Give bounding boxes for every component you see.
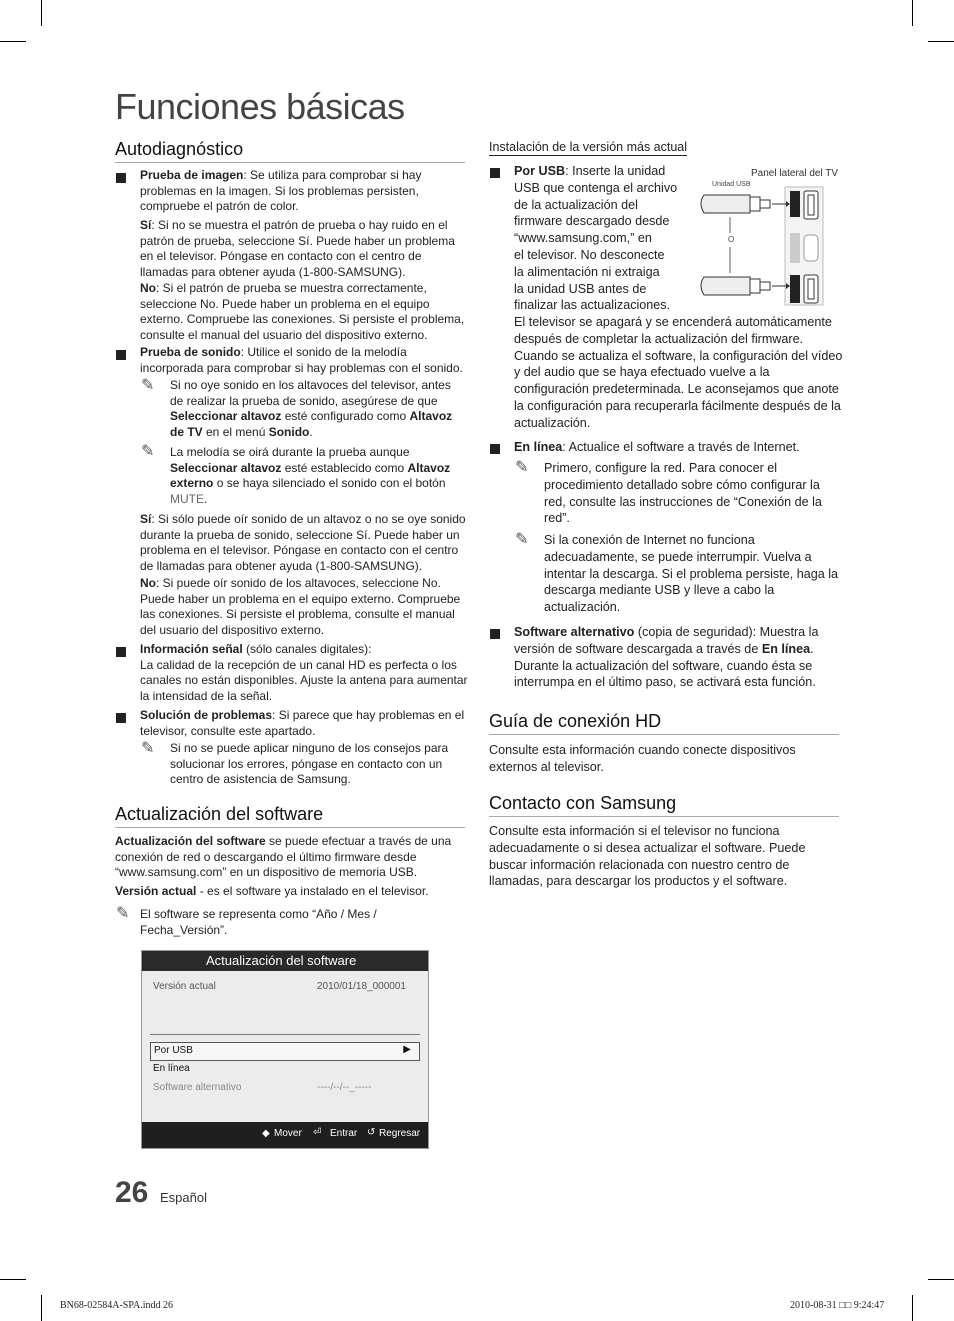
page-number: 26 — [115, 1176, 149, 1209]
term-label: Solución de problemas — [140, 708, 273, 722]
line: “www.samsung.com,” en — [514, 231, 652, 246]
note-bold: Altavoz externo — [170, 460, 451, 490]
line: finalizar las actualizaciones. — [514, 298, 671, 313]
note-text: La melodía se oirá durante la prueba aunque — [170, 445, 410, 459]
note-bold: Seleccionar altavoz — [170, 409, 282, 423]
note-bold: Seleccionar altavoz — [170, 460, 282, 475]
prueba-sonido-text — [140, 345, 466, 376]
option-desc: : Si no se muestra el patrón de prueba o hay ruido en el patrón de prueba, seleccione Sí. Puede haber un problema en el televisor. Póngase en contacto con el centro de llamadas para obtener ayuda (1-800-SAMSUNG). — [140, 218, 455, 279]
solucion-text — [140, 708, 466, 739]
note-text: o se haya silenciado el sonido con el botón — [213, 476, 446, 490]
enter-icon: ⏎ — [313, 1127, 322, 1138]
footer-language: Español — [160, 1190, 207, 1205]
note-pencil-icon: ✎ — [141, 375, 155, 394]
updown-arrow-icon: ◆ — [262, 1128, 270, 1139]
note-text: en el menú — [202, 424, 269, 439]
osd-item-label: Por USB — [154, 1045, 193, 1056]
osd-divider — [150, 1034, 420, 1035]
section-heading-guia — [489, 711, 839, 735]
nav-return: Regresar — [379, 1128, 421, 1139]
en-linea-text — [514, 439, 844, 456]
usb-connection-diagram — [690, 165, 845, 310]
nav-move: Mover — [274, 1128, 302, 1139]
contacto-text: Consulte esta información si el televisor no funciona adecuadamente o si desea actualizar el software. Puede buscar información relacionada con nuestro centro de llamadas, para descargar los productos y el software. — [489, 824, 806, 889]
crop-mark — [928, 1279, 954, 1280]
osd-item-en-linea[interactable]: En línea — [153, 1063, 190, 1074]
crop-mark — [41, 0, 42, 26]
crop-mark — [41, 1295, 42, 1321]
crop-mark — [912, 0, 913, 26]
osd-title-bar — [142, 951, 428, 971]
bullet-icon — [490, 629, 500, 639]
note-bold: Altavoz de TV — [170, 409, 453, 439]
option-label: No — [140, 281, 156, 295]
term-desc: : Utilice el sonido de la melodía incorporada para comprobar si hay problemas con el sonido. — [140, 345, 463, 375]
bullet-icon — [116, 647, 126, 657]
note-pencil-icon: ✎ — [515, 529, 529, 548]
note-bold: Sonido — [268, 424, 310, 439]
return-icon: ↺ — [367, 1127, 376, 1138]
osd-nav-bar — [142, 1122, 428, 1148]
option-label: Sí — [140, 512, 152, 526]
software-alternativo-text — [514, 624, 844, 691]
crop-mark — [0, 1279, 26, 1280]
term-label: Software alternativo — [514, 625, 635, 639]
en-linea-note2: Si la conexión de Internet no funciona adecuadamente, se puede interrumpir. Vuelva a intentar la descarga. Si el problema persiste, haga la descarga mediante USB y lleve a cabo la actualización. — [544, 533, 839, 615]
prueba-sonido-no — [140, 576, 466, 638]
actualizacion-p2 — [115, 884, 467, 900]
line: el televisor. No desconecte — [514, 247, 665, 262]
page-title: Funciones básicas — [115, 86, 405, 127]
line: de la actualización del — [514, 197, 638, 212]
osd-item3-value: ----/--/--_----- — [317, 1082, 372, 1093]
osd-version-label: Versión actual — [153, 981, 216, 992]
prueba-imagen-no — [140, 281, 466, 343]
osd-title: Actualización del software — [206, 953, 357, 968]
term-label: Prueba de imagen — [140, 168, 244, 182]
usb-drawing — [690, 165, 845, 310]
bullet-icon — [116, 713, 126, 723]
bullet-icon — [116, 350, 126, 360]
section-heading-contacto — [489, 793, 839, 817]
term-label: Información señal — [140, 642, 243, 656]
info-senal-text — [140, 642, 470, 704]
prueba-sonido-note1 — [170, 378, 466, 440]
arrow-right-icon: ▶ — [403, 1044, 411, 1055]
panel-lateral-label: Panel lateral del TV — [751, 168, 839, 179]
crop-mark — [912, 1295, 913, 1321]
note-button-name: MUTE — [170, 491, 204, 506]
term-desc: : Actualice el software a través de Internet. — [562, 440, 800, 454]
term-label: En línea — [514, 440, 563, 454]
note-text: Si no oye sonido en los altavoces del televisor, antes de realizar la prueba de sonido, asegúrese de que — [170, 378, 451, 408]
option-desc: : Si el patrón de prueba se muestra correctamente, seleccione No. Puede haber un problema en el equipo externo. Compruebe las conexiones. Si persiste el problema, consulte el manual del usuario del dispositivo externo. — [140, 281, 465, 342]
line: la unidad USB antes de — [514, 281, 647, 296]
heading-text: Contacto con Samsung — [489, 793, 677, 813]
por-usb-more: El televisor se apagará y se encenderá automáticamente después de completar la actualización del firmware. Cuando se actualiza el software, la configuración del vídeo y del audio que se haya efectuado vuelve a la configuración predeterminada. Le aconsejamos que anote la configuración para recuperarla fácilmente después de la actualización. — [514, 315, 843, 430]
option-desc: : Si sólo puede oír sonido de un altavoz o no se oye sonido durante la prueba de sonido, seleccione Sí. Puede haber un problema en el televisor. Póngase en contacto con el centro de llamadas para obtener ayuda (1-800-SAMSUNG). — [140, 512, 466, 573]
term-label: Prueba de sonido — [140, 345, 241, 359]
guia-text: Consulte esta información cuando conecte dispositivos externos al televisor. — [489, 743, 796, 774]
por-usb-text — [514, 163, 689, 314]
osd-item-por-usb[interactable] — [150, 1042, 420, 1061]
bullet-icon — [116, 173, 126, 183]
term-label: Por USB — [514, 164, 566, 178]
crop-mark — [928, 41, 954, 42]
actualizacion-note: El software se representa como “Año / Mes / Fecha_Versión”. — [140, 907, 377, 937]
prueba-imagen-text — [140, 168, 466, 215]
en-linea-note1: Primero, configure la red. Para conocer el procedimiento detallado sobre cómo configurar la red, consulte las instrucciones de “Conexión de la red”. — [544, 461, 822, 526]
section-heading-autodiagnostico — [115, 139, 465, 163]
term-desc: (copia de seguridad): Muestra la versión de software descargada a través de — [514, 625, 819, 656]
install-title: Instalación de la versión más actual — [489, 140, 688, 154]
heading-text: Autodiagnóstico — [115, 139, 244, 159]
option-label: Sí — [140, 218, 152, 232]
prueba-sonido-si — [140, 512, 466, 574]
heading-text: Guía de conexión HD — [489, 711, 662, 731]
software-update-osd — [141, 950, 429, 1149]
prueba-sonido-note2 — [170, 445, 466, 507]
line: USB que contenga el archivo — [514, 180, 678, 195]
osd-version-value: 2010/01/18_000001 — [317, 981, 406, 992]
bullet-icon — [490, 444, 500, 454]
option-desc: : Si puede oír sonido de los altavoces, seleccione No. Puede haber un problema en el equipo externo. Compruebe las conexiones. Si persiste el problema, consulte el manual del usuario del dispositivo externo. — [140, 576, 461, 637]
bullet-icon — [490, 168, 500, 178]
line: la alimentación ni extraiga — [514, 264, 660, 279]
crop-mark — [0, 41, 26, 42]
option-label: No — [140, 576, 156, 590]
usb-unit-label: Unidad USB — [712, 181, 751, 188]
term-paren: (sólo canales digitales): — [242, 642, 372, 656]
term-desc: . Durante la actualización del software, cuando ésta se interrumpa en el último paso, se activará esta función. — [514, 641, 816, 690]
note-pencil-icon: ✎ — [141, 441, 155, 460]
note-text: . — [309, 424, 313, 439]
or-label: O — [728, 235, 735, 244]
footer-date: 2010-08-31 □□ 9:24:47 — [790, 1300, 885, 1311]
prueba-imagen-si — [140, 218, 466, 280]
term-desc: : Se utiliza para comprobar si hay problemas en la imagen. Si los problemas persisten, compruebe el patrón de color. — [140, 168, 422, 213]
term-desc: se puede efectuar a través de una conexión de red o descargando el último firmware desde “www.samsung.com” en un dispositivo de memoria USB. — [115, 834, 452, 879]
line: : Inserte la unidad — [565, 164, 666, 178]
term-bold: En línea — [761, 641, 811, 656]
term-label: Versión actual — [115, 884, 197, 898]
note-text: . — [204, 491, 208, 506]
term-desc: - es el software ya instalado en el televisor. — [196, 884, 429, 898]
term-desc: : Si parece que hay problemas en el televisor, consulte este apartado. — [140, 708, 465, 738]
term-desc: La calidad de la recepción de un canal HD es perfecta o los canales no están disponibles. Ajuste la antena para aumentar la intensidad de la señal. — [140, 657, 468, 703]
note-pencil-icon: ✎ — [141, 738, 155, 757]
heading-text: Actualización del software — [115, 804, 324, 824]
line: firmware descargado desde — [514, 214, 670, 229]
nav-enter: Entrar — [330, 1128, 358, 1139]
term-label: Actualización del software — [115, 834, 266, 848]
section-heading-actualizacion — [115, 804, 465, 828]
note-pencil-icon: ✎ — [116, 903, 130, 922]
note-pencil-icon: ✎ — [515, 457, 529, 476]
osd-item-software-alternativo[interactable]: Software alternativo — [153, 1082, 242, 1093]
footer-file: BN68-02584A-SPA.indd 26 — [60, 1300, 173, 1311]
actualizacion-p1 — [115, 834, 467, 881]
solucion-note: Si no se puede aplicar ninguno de los consejos para solucionar los errores, póngase en contacto con un centro de asistencia de Samsung. — [170, 741, 449, 786]
note-text: esté configurado como — [281, 409, 410, 423]
note-text: esté establecido como — [281, 460, 408, 475]
